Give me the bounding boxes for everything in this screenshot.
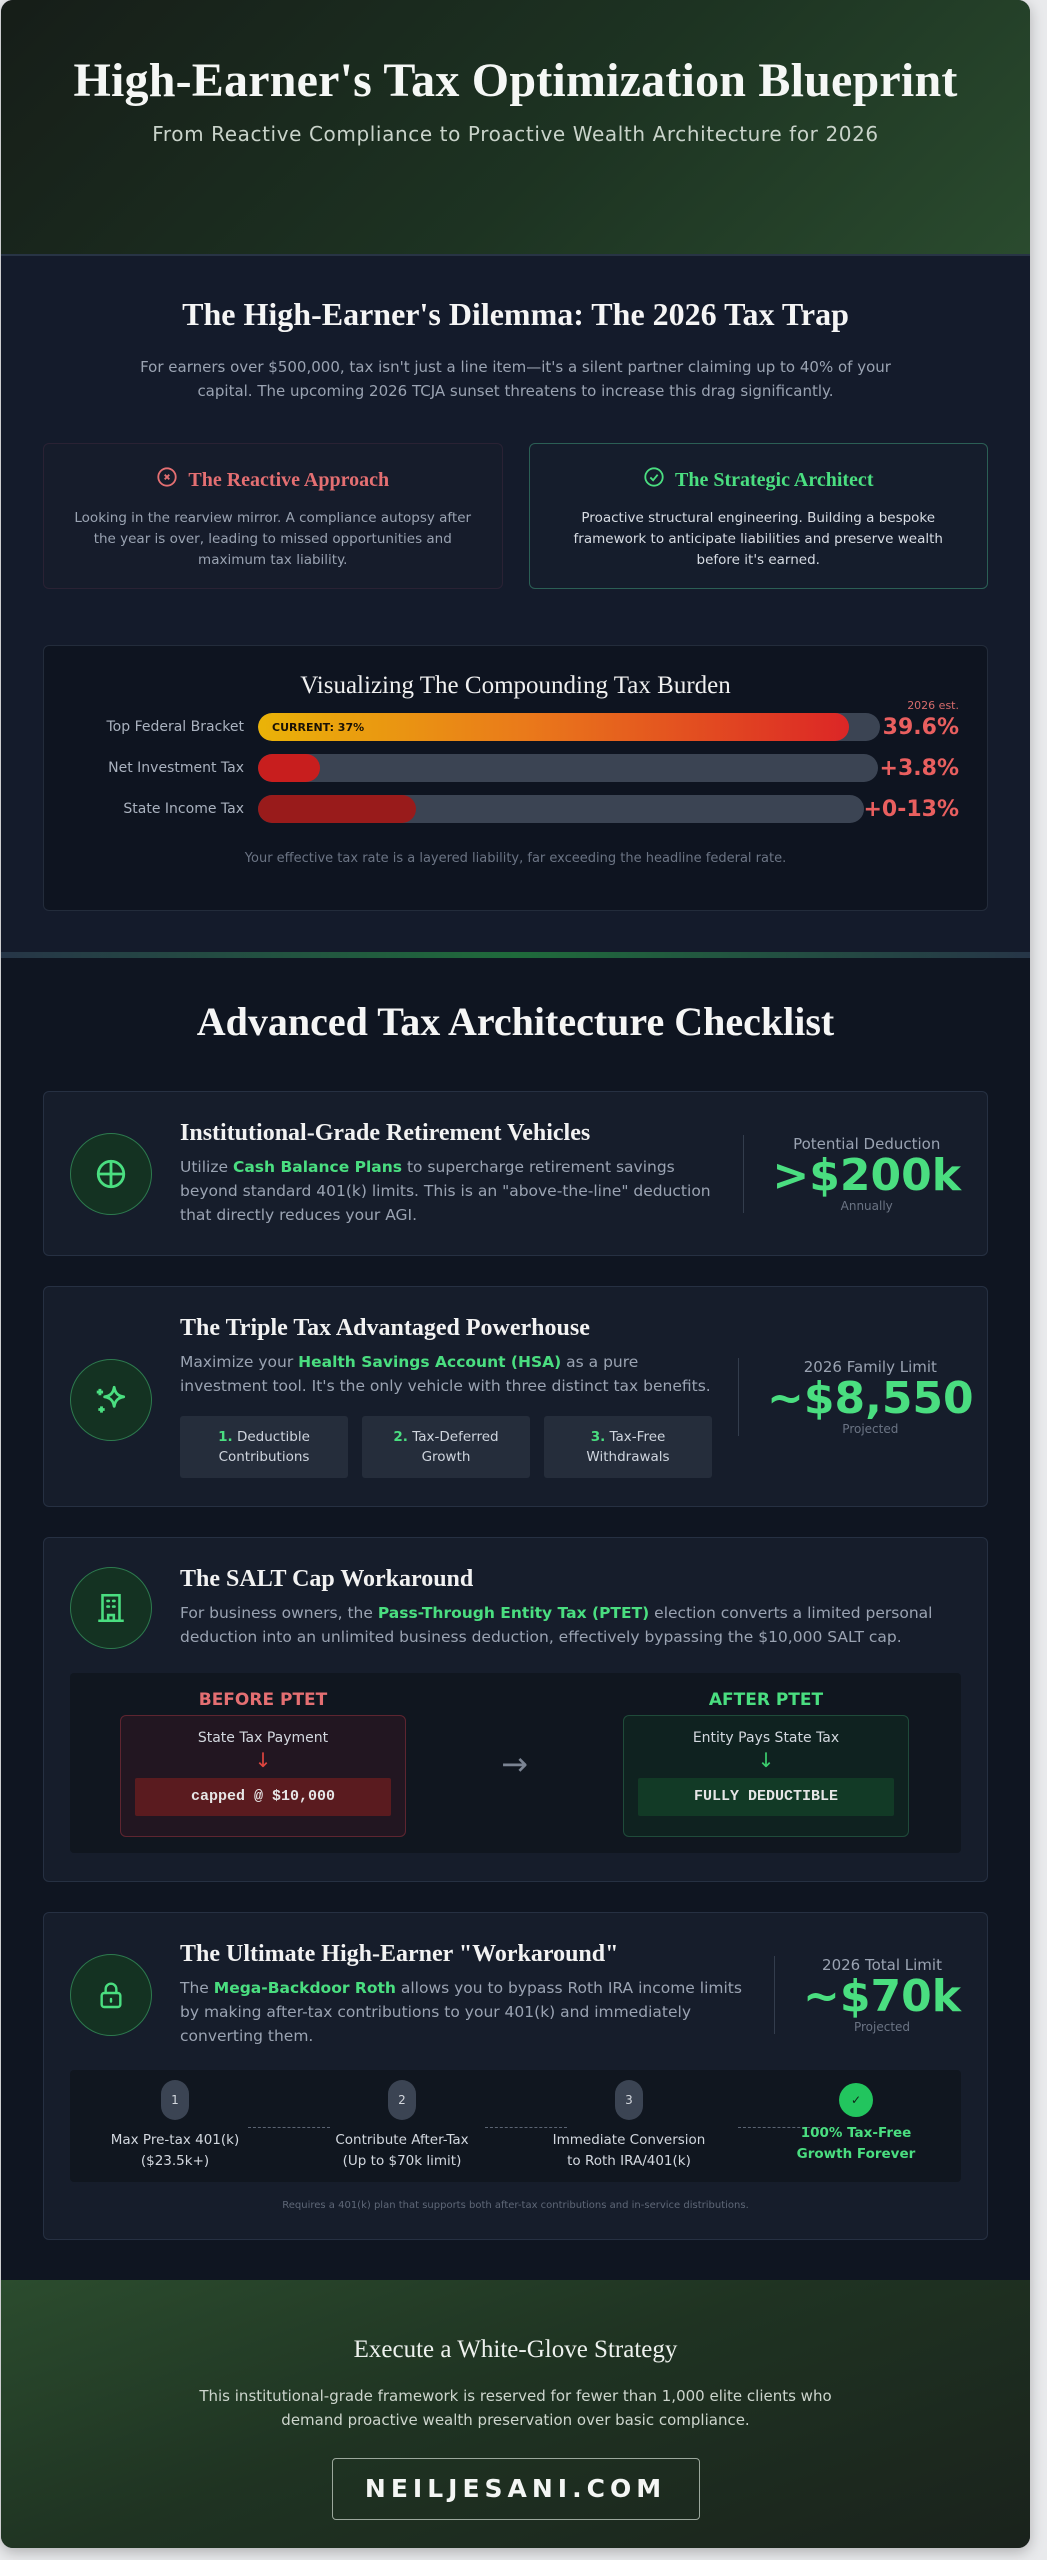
bar-annotation: 2026 est.: [907, 699, 959, 712]
cta-footer: [1, 2280, 1030, 2548]
checklist-section: [1, 958, 1030, 2280]
requirement-note: Requires a 401(k) plan that supports both after-tax contributions and in-service distributions.: [282, 2200, 749, 2211]
reactive-approach-heading: [68, 466, 478, 494]
bar-fill: [258, 754, 320, 782]
check-circle-icon: [643, 466, 665, 494]
bar-track: [258, 713, 880, 741]
stat-label: Potential Deduction: [793, 1134, 941, 1153]
item-stat: [738, 1358, 974, 1436]
reactive-approach-card: [43, 443, 503, 589]
tax-burden-chart: [43, 645, 988, 911]
strategic-architect-card: [529, 443, 989, 589]
item-description: For business owners, the Pass-Through Entity Tax (PTET) election converts a limited personal deduction into an unlimited business deduction, effectively bypassing the $10,000 SALT cap.: [180, 1604, 933, 1646]
item-description: Maximize your Health Savings Account (HSA) as a pure investment tool. It's the only vehicle with three distinct tax benefits.: [180, 1353, 711, 1395]
checklist-item-hsa: [43, 1286, 988, 1507]
strategic-architect-heading: [554, 466, 964, 494]
before-ptet-heading: BEFORE PTET: [198, 1690, 328, 1710]
step-final: [761, 2080, 951, 2182]
after-ptet-result: FULLY DEDUCTIBLE: [638, 1778, 894, 1816]
stat-value: >$200k: [772, 1149, 961, 1201]
bar-label: Net Investment Tax: [108, 760, 244, 776]
website-link-button[interactable]: NEILJESANI.COM: [332, 2458, 700, 2520]
bar-value: +0-13%: [863, 796, 959, 822]
building-icon: [70, 1567, 152, 1649]
bar-label: State Income Tax: [123, 801, 244, 817]
step-badge: 3: [615, 2080, 643, 2120]
dilemma-title: The High-Earner's Dilemma: The 2026 Tax Trap: [182, 296, 849, 332]
stat-label: 2026 Family Limit: [803, 1357, 937, 1376]
benefit-tile: 2. Tax-Deferred Growth: [362, 1416, 530, 1478]
page-subtitle: From Reactive Compliance to Proactive Wealth Architecture for 2026: [152, 122, 879, 146]
cta-title: Execute a White-Glove Strategy: [353, 2336, 678, 2363]
mega-backdoor-steps: [70, 2070, 961, 2182]
dilemma-section: [1, 256, 1030, 952]
arrow-right-icon: →: [501, 1745, 528, 1783]
dilemma-lead: For earners over $500,000, tax isn't just a line item—it's a silent partner claiming up to 40% of your capital. The upcoming 2026 TCJA sunset threatens to increase this drag significantly.: [140, 358, 891, 400]
hero-header: [1, 0, 1030, 256]
strategic-architect-title: The Strategic Architect: [675, 468, 874, 491]
step-3: [534, 2080, 724, 2182]
stat-note: Projected: [853, 2019, 911, 2034]
bar-value: +3.8%: [879, 755, 959, 781]
chart-row-state: [72, 795, 959, 823]
hsa-benefits: [180, 1416, 712, 1478]
item-title: The SALT Cap Workaround: [180, 1566, 474, 1592]
lock-icon: [70, 1954, 152, 2036]
chart-title: Visualizing The Compounding Tax Burden: [300, 672, 731, 699]
approach-comparison: [43, 443, 988, 589]
reactive-approach-title: The Reactive Approach: [188, 468, 390, 491]
item-description: Utilize Cash Balance Plans to supercharge retirement savings beyond standard 401(k) limits. This is an "above-the-line" deduction that directly reduces your AGI.: [180, 1158, 711, 1224]
item-highlight: Mega-Backdoor Roth: [213, 1979, 396, 1997]
step-badge: 1: [161, 2080, 189, 2120]
item-highlight: Pass-Through Entity Tax (PTET): [377, 1604, 650, 1622]
checklist-item-salt: [43, 1537, 988, 1882]
strategic-architect-body: Proactive structural engineering. Building a bespoke framework to anticipate liabilities and preserve wealth before it's earned.: [573, 510, 943, 568]
bar-track: [258, 754, 878, 782]
arrow-down-icon: ↓: [254, 1748, 272, 1772]
item-title: Institutional-Grade Retirement Vehicles: [180, 1120, 591, 1146]
x-circle-icon: [156, 466, 178, 494]
item-highlight: Health Savings Account (HSA): [298, 1353, 562, 1371]
before-ptet-result: capped @ $10,000: [135, 1778, 391, 1816]
checklist-item-retirement: [43, 1091, 988, 1256]
item-title: The Ultimate High-Earner "Workaround": [180, 1941, 619, 1967]
page-title: High-Earner's Tax Optimization Blueprint: [73, 54, 958, 107]
checklist-item-mega-backdoor: [43, 1912, 988, 2240]
chart-row-federal: [72, 699, 959, 741]
stat-value: ~$70k: [803, 1970, 961, 2022]
stat-value: ~$8,550: [767, 1372, 974, 1424]
step-2: [307, 2080, 497, 2182]
arrow-down-icon: ↓: [757, 1748, 775, 1772]
after-ptet-label: Entity Pays State Tax: [692, 1730, 840, 1746]
step-text: 100% Tax-Free Growth Forever: [796, 2125, 916, 2162]
benefit-tile: 1. Deductible Contributions: [180, 1416, 348, 1478]
step-1: [80, 2080, 270, 2182]
step-text: Immediate Conversion to Roth IRA/401(k): [552, 2132, 706, 2169]
step-badge: 2: [388, 2080, 416, 2120]
bar-label: Top Federal Bracket: [106, 719, 244, 735]
benefit-tile: 3. Tax-Free Withdrawals: [544, 1416, 712, 1478]
bar-inline-label: CURRENT: 37%: [272, 720, 365, 734]
crosshair-circle-icon: [70, 1133, 152, 1215]
after-ptet: [623, 1685, 909, 1837]
chart-footnote: Your effective tax rate is a layered liability, far exceeding the headline federal rate.: [244, 851, 787, 866]
page: [1, 0, 1030, 2548]
stat-label: 2026 Total Limit: [822, 1955, 942, 1974]
bar-track: [258, 795, 864, 823]
bar-value: 39.6%: [882, 714, 959, 740]
ptet-comparison: [70, 1673, 961, 1853]
item-stat: [774, 1956, 961, 2034]
item-highlight: Cash Balance Plans: [232, 1158, 403, 1176]
after-ptet-heading: AFTER PTET: [708, 1690, 824, 1710]
checklist-title: Advanced Tax Architecture Checklist: [196, 999, 835, 1044]
item-title: The Triple Tax Advantaged Powerhouse: [180, 1315, 590, 1341]
chart-row-niit: [72, 754, 959, 782]
item-description: The Mega-Backdoor Roth allows you to bypass Roth IRA income limits by making after-tax contributions to your 401(k) and immediately converting them.: [180, 1979, 742, 2045]
sparkles-icon: [70, 1359, 152, 1441]
check-icon: ✓: [839, 2083, 873, 2117]
step-text: Contribute After-Tax (Up to $70k limit): [335, 2132, 469, 2169]
bar-fill: [258, 713, 849, 741]
before-ptet: [120, 1685, 406, 1837]
stat-note: Projected: [842, 1421, 899, 1436]
cta-body: This institutional-grade framework is reserved for fewer than 1,000 elite clients who demand proactive wealth preservation over basic compliance.: [199, 2387, 832, 2429]
stat-note: Annually: [840, 1198, 893, 1213]
bar-fill: [258, 795, 416, 823]
reactive-approach-body: Looking in the rearview mirror. A compliance autopsy after the year is over, leading to missed opportunities and maximum tax liability.: [74, 510, 472, 568]
before-ptet-label: State Tax Payment: [197, 1730, 329, 1746]
item-stat: [743, 1135, 961, 1213]
step-text: Max Pre-tax 401(k) ($23.5k+): [110, 2132, 240, 2169]
